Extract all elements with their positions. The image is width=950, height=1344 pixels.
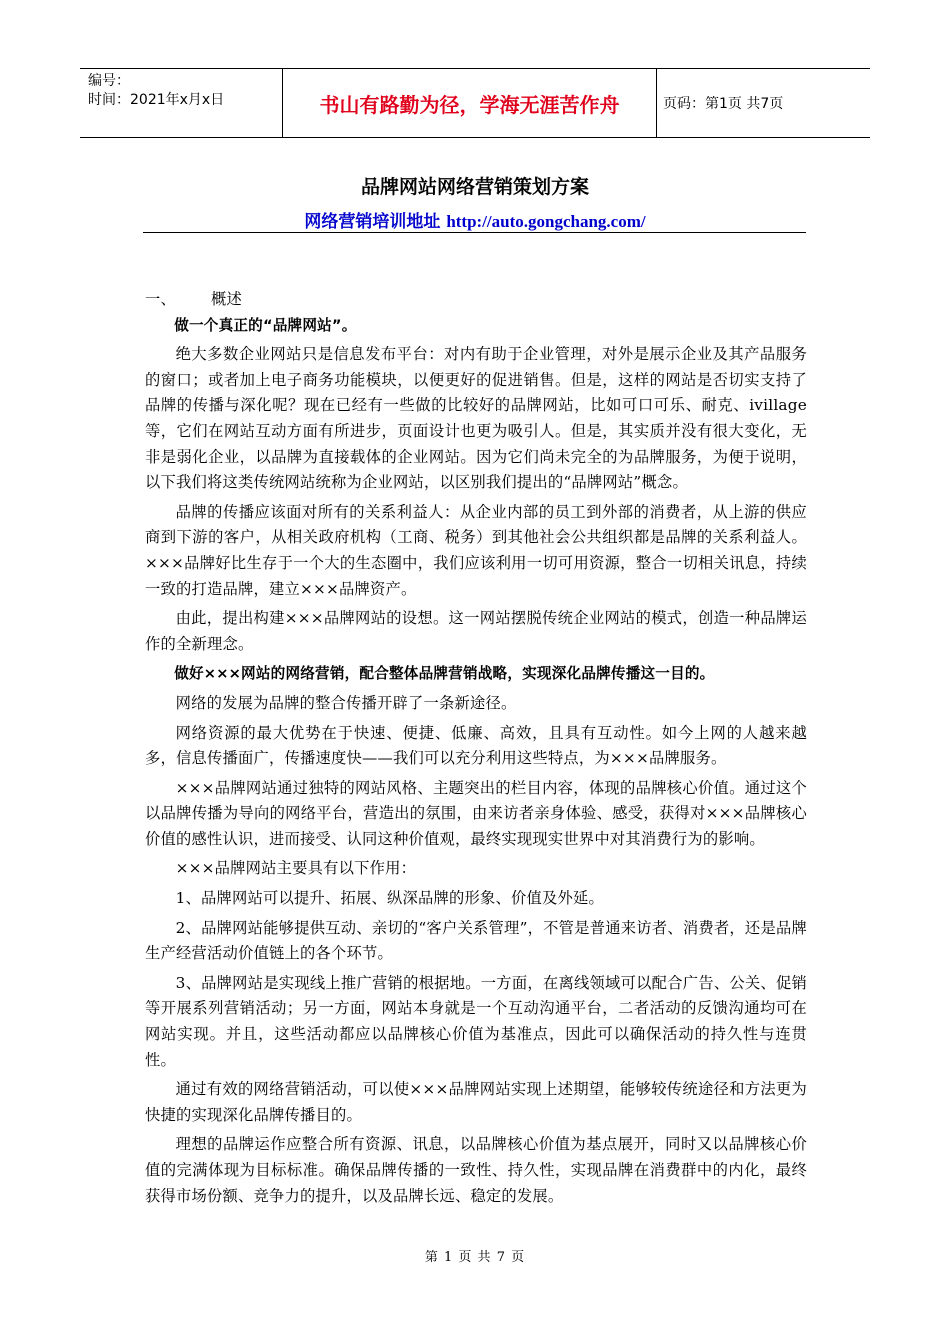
section-heading (145, 287, 807, 313)
document-title: 品牌网站网络营销策划方案 (360, 176, 589, 198)
paragraph: 1、品牌网站可以提升、拓展、纵深品牌的形象、价值及外延。 (175, 889, 604, 908)
section-number: 一、 (145, 290, 176, 308)
document-subtitle (0, 207, 950, 232)
paragraph: 绝大多数企业网站只是信息发布平台：对内有助于企业管理，对外是展示企业及其产品服务的窗口；或者加上电子商务功能模块，以便更好的促进销售。但是，这样的网站是否切实支持了品牌的传播与深化呢？现在已经有一些做的比较好的品牌网站，比如可口可乐、耐克、ivillage等，它们在网站互动方面有所进步，页面设计也更为吸引人。但是，其实质并没有很大变化，无非是弱化企业，以品牌为直接载体的企业网站。因为它们尚未完全的为品牌服务，为便于说明，以下我们将这类传统网站统称为企业网站，以区别我们提出的“品牌网站”概念。 (145, 345, 807, 492)
paragraph: 2、品牌网站能够提供互动、亲切的“客户关系管理”，不管是普通来访者、消费者，还是品牌生产经营活动价值链上的各个环节。 (145, 918, 807, 963)
header-motto: 书山有路勤为径，学海无涯苦作舟 (282, 69, 657, 137)
document-body (145, 287, 807, 1213)
page-header (80, 68, 870, 138)
paragraph: 品牌的传播应该面对所有的关系利益人：从企业内部的员工到外部的消费者，从上游的供应商到下游的客户，从相关政府机构（工商、税务）到其他社会公共组织都是品牌的关系利益人。×××品牌好比生存于一个大的生态圈中，我们应该利用一切可用资源，整合一切相关讯息，持续一致的打造品牌，建立×××品牌资产。 (145, 502, 807, 598)
paragraph: ×××品牌网站主要具有以下作用： (175, 859, 417, 878)
paragraph: 通过有效的网络营销活动，可以使×××品牌网站实现上述期望，能够较传统途径和方法更为快捷的实现深化品牌传播目的。 (145, 1080, 807, 1124)
paragraph: 做好×××网站的网络营销，配合整体品牌营销战略，实现深化品牌传播这一目的。 (174, 665, 715, 683)
paragraph: ×××品牌网站通过独特的网站风格、主题突出的栏目内容，体现的品牌核心价值。通过这个以品牌传播为导向的网络平台，营造出的氛围，由来访者亲身体验、感受，获得对×××品牌核心价值的感性认识，进而接受、认同这种价值观，最终实现现实世界中对其消费行为的影响。 (145, 778, 807, 848)
title-divider (143, 232, 806, 233)
subtitle-link[interactable]: http://auto.gongchang.com/ (446, 212, 646, 231)
subtitle-text: 网络营销培训地址 (304, 212, 447, 232)
section-title: 概述 (211, 290, 242, 308)
page-footer: 第 1 页 共 7 页 (424, 1250, 526, 1265)
paragraph: 3、品牌网站是实现线上推广营销的根据地。一方面，在离线领域可以配合广告、公关、促销等开展系列营销活动；另一方面，网站本身就是一个互动沟通平台，二者活动的反馈沟通均可在网站实现。并且，这些活动都应以品牌核心价值为基准点，因此可以确保活动的持久性与连贯性。 (145, 973, 807, 1069)
code-label: 编号： (88, 73, 130, 89)
paragraph: 网络的发展为品牌的整合传播开辟了一条新途径。 (175, 693, 517, 712)
header-meta (80, 69, 288, 137)
header-page-info: 页码：第1页 共7页 (663, 96, 784, 112)
paragraph: 做一个真正的“品牌网站”。 (174, 316, 357, 334)
paragraph: 由此，提出构建×××品牌网站的设想。这一网站摆脱传统企业网站的模式，创造一种品牌运作的全新理念。 (145, 609, 807, 653)
paragraph: 理想的品牌运作应整合所有资源、讯息，以品牌核心价值为基点展开，同时又以品牌核心价值的完满体现为目标标准。确保品牌传播的一致性、持久性，实现品牌在消费群中的内化，最终获得市场份额、竞争力的提升，以及品牌长远、稳定的发展。 (145, 1135, 807, 1205)
date-label: 时间：2021年x月x日 (88, 92, 225, 108)
paragraph: 网络资源的最大优势在于快速、便捷、低廉、高效，且具有互动性。如今上网的人越来越多，信息传播面广，传播速度快——我们可以充分利用这些特点，为×××品牌服务。 (145, 723, 807, 768)
